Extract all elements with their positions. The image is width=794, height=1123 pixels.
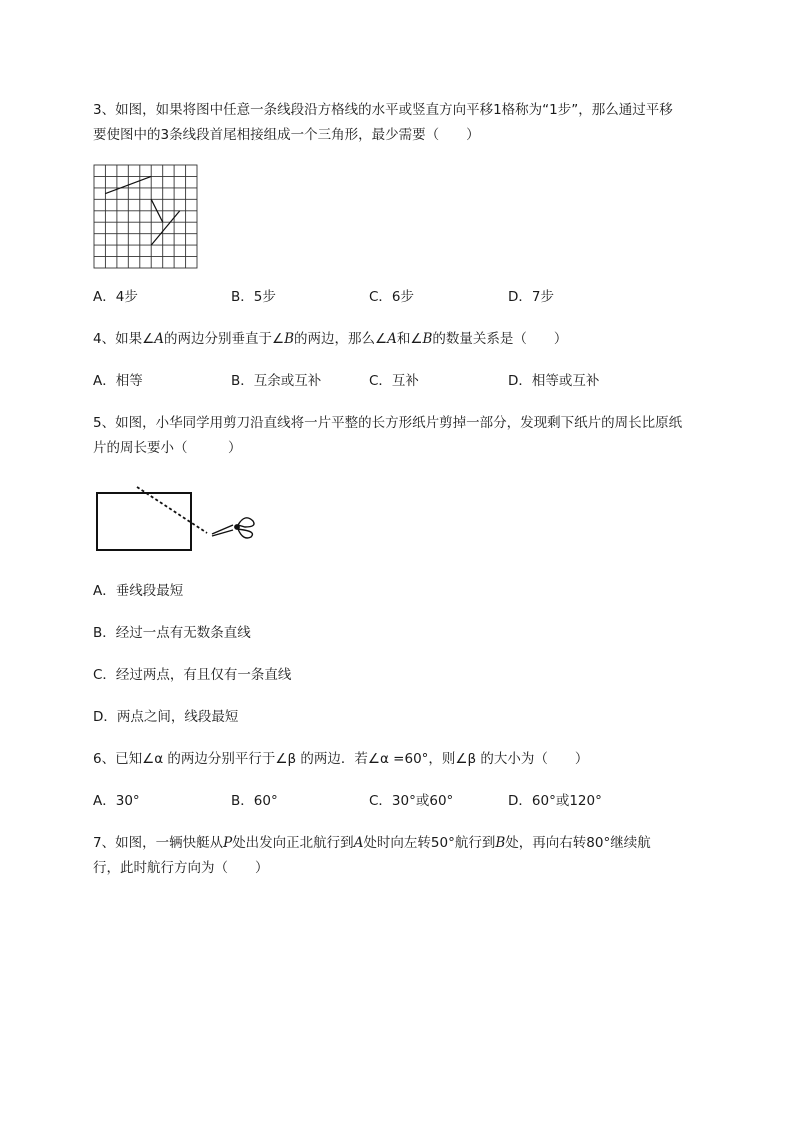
q3-option-b[interactable]: B．5步: [231, 289, 276, 305]
point-var-b: B: [495, 835, 506, 851]
q6-option-c[interactable]: C．30°或60°: [369, 793, 454, 809]
q5-option-b[interactable]: B．经过一点有无数条直线: [93, 625, 251, 641]
q4-text: 4、如果∠A的两边分别垂直于∠B的两边，那么∠A和∠B的数量关系是（ ）: [93, 331, 568, 347]
q7-text-line2: 行，此时航行方向为（ ）: [93, 860, 269, 876]
q5-text-line2: 片的周长要小（ ）: [93, 440, 242, 456]
q4-option-d[interactable]: D．相等或互补: [508, 373, 600, 389]
q5-option-d[interactable]: D．两点之间，线段最短: [93, 709, 239, 725]
q5-option-a[interactable]: A．垂线段最短: [93, 583, 184, 599]
point-var-p: P: [223, 835, 233, 851]
point-var-a: A: [353, 835, 364, 851]
angle-var-b: B: [284, 331, 294, 347]
q7-text-line1: 7、如图，一辆快艇从P处出发向正北航行到A处时向左转50°航行到B处，再向右转80°继续航: [93, 835, 651, 851]
q4-option-c[interactable]: C．互补: [369, 373, 419, 389]
paper-rectangle: [97, 493, 191, 550]
q4-option-b[interactable]: B．互余或互补: [231, 373, 322, 389]
q5-option-c[interactable]: C．经过两点，有且仅有一条直线: [93, 667, 292, 683]
q3-text-line1: 3、如图，如果将图中任意一条线段沿方格线的水平或竖直方向平移1格称为“1步”，那么通过平移: [93, 102, 673, 118]
q3-option-a[interactable]: A．4步: [93, 289, 138, 305]
q4-option-a[interactable]: A．相等: [93, 373, 143, 389]
q3-grid-figure: [93, 164, 199, 270]
q5-text-line1: 5、如图，小华同学用剪刀沿直线将一片平整的长方形纸片剪掉一部分，发现剩下纸片的周长比原纸: [93, 415, 683, 431]
q6-option-d[interactable]: D．60°或120°: [508, 793, 602, 809]
q6-text: 6、已知∠α 的两边分别平行于∠β 的两边．若∠α =60°，则∠β 的大小为（ ）: [93, 751, 589, 767]
q3-text-line2: 要使图中的3条线段首尾相接组成一个三角形，最少需要（ ）: [93, 127, 480, 143]
segment-3: [151, 211, 180, 245]
angle-var-a: A: [154, 331, 164, 347]
scissors-icon: [212, 518, 254, 538]
q3-option-d[interactable]: D．7步: [508, 289, 554, 305]
q3-option-c[interactable]: C．6步: [369, 289, 415, 305]
q6-option-b[interactable]: B．60°: [231, 793, 278, 809]
q5-paper-scissors-figure: [93, 483, 263, 557]
q6-option-a[interactable]: A．30°: [93, 793, 140, 809]
